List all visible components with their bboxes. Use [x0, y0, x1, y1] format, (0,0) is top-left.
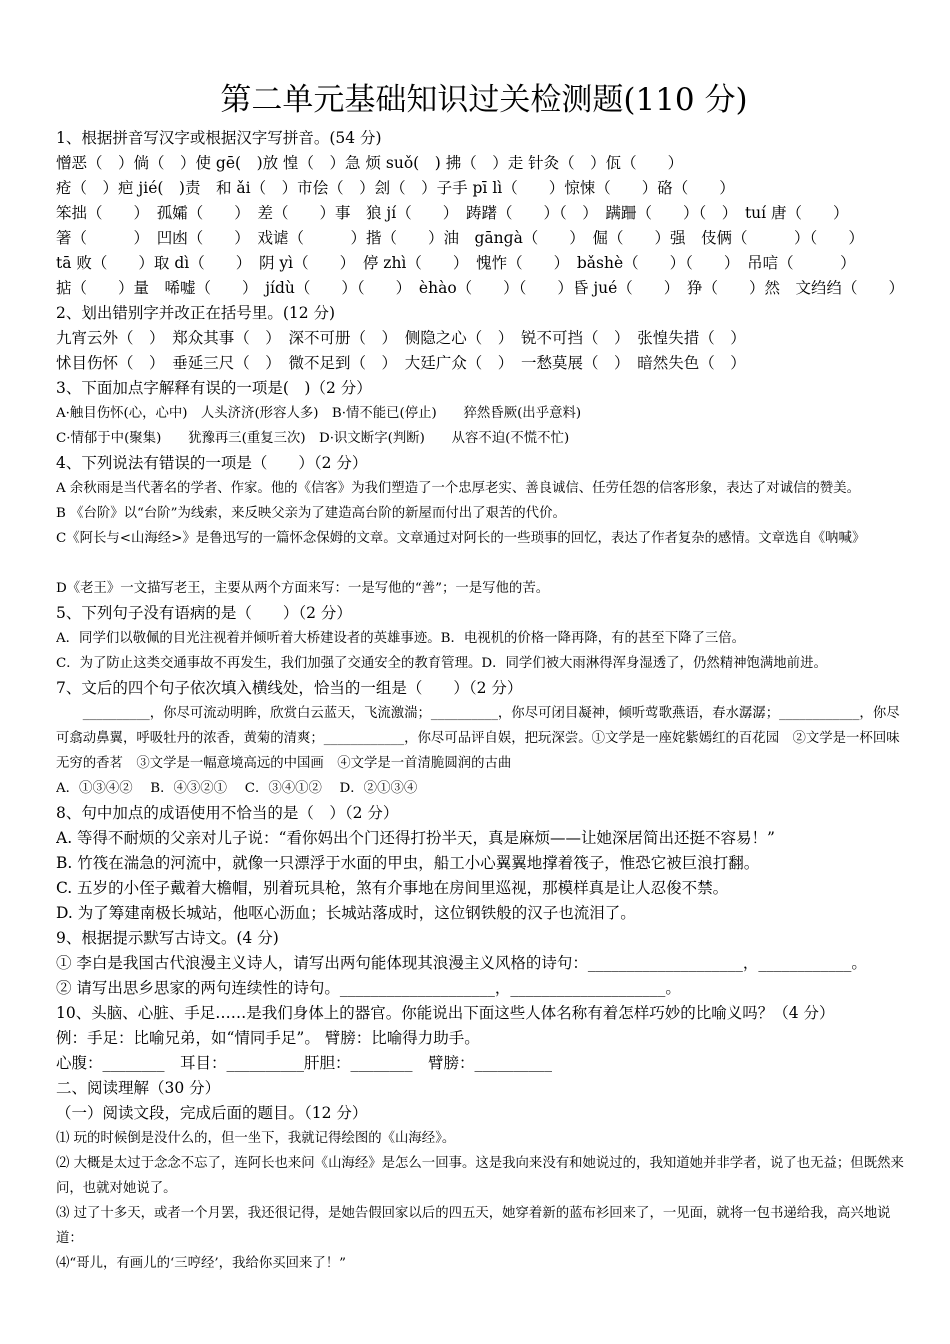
text-line: A. 等得不耐烦的父亲对儿子说：“看你妈出个门还得打扮半天，真是麻烦——让她深居简出还挺不容易！” — [56, 829, 775, 847]
text-line: 笨拙（ ） 孤孀（ ） 差（ ）事 狼 jí（ ） 踌躇（ ）（ ） 蹒跚（ ）（ ） tuí 唐（ ） — [56, 204, 849, 222]
text-line: （一）阅读文段，完成后面的题目。（12 分） — [56, 1104, 368, 1122]
text-line: 7、文后的四个句子依次填入横线处，恰当的一组是（ ）（2 分） — [56, 679, 523, 697]
text-line: ⑷“哥儿，有画儿的‘三哼经’，我给你买回来了！” — [56, 1256, 347, 1271]
text-line: 掂（ ）量 唏嘘（ ） jídù（ ）（ ） èhào（ ）（ ）昏 jué（ ） 狰（ ）然 文绉绉（ ） — [56, 279, 905, 297]
text-line: B. 竹筏在湍急的河流中，就像一只漂浮于水面的甲虫，船工小心翼翼地撑着筏子，惟恐它被巨浪打翻。 — [56, 854, 760, 872]
text-line: 4、下列说法有错误的一项是（ ）（2 分） — [56, 454, 368, 472]
text-line: D《老王》一文描写老王，主要从两个方面来写：一是写他的“善”；一是写他的苦。 — [56, 581, 550, 596]
worksheet-body — [56, 126, 912, 1276]
text-line: D. 为了筹建南极长城站，他呕心沥血；长城站落成时，这位钢铁般的汉子也流泪了。 — [56, 904, 636, 922]
blank-line — [56, 551, 912, 576]
page-title: 第二单元基础知识过关检测题(110 分) — [220, 82, 748, 118]
text-line: ① 李白是我国古代浪漫主义诗人，请写出两句能体现其浪漫主义风格的诗句：____________________，____________。 — [56, 954, 867, 972]
text-line: 九宵云外（ ） 郑众其事（ ） 深不可册（ ） 侧隐之心（ ） 锐不可挡（ ） 张惶失措（ ） — [56, 329, 746, 347]
text-line: A 余秋雨是当代著名的学者、作家。他的《信客》为我们塑造了一个忠厚老实、善良诚信、任劳任怨的信客形象，表达了对诚信的赞美。 — [56, 481, 860, 496]
text-line: 箸（ ） 凹凼（ ） 戏谑（ ）揩（ ）油 gānɡà（ ） 倔（ ）强 伎俩（ ）（ ） — [56, 229, 864, 247]
text-line: 5、下列句子没有语病的是（ ）（2 分） — [56, 604, 352, 622]
text-line: ⑶ 过了十多天，或者一个月罢，我还很记得，是她告假回家以后的四五天，她穿着新的蓝布衫回来了，一见面，就将一包书递给我，高兴地说道： — [56, 1206, 891, 1246]
text-line: 3、下面加点字解释有误的一项是( )（2 分） — [56, 379, 372, 397]
text-line: C·情郁于中(聚集) 犹豫再三(重复三次) D·识文断字(判断) 从容不迫(不慌不忙) — [56, 431, 570, 446]
text-line: ⑴ 玩的时候倒是没什么的，但一坐下，我就记得绘图的《山海经》。 — [56, 1131, 456, 1146]
text-line: A．同学们以敬佩的目光注视着并倾听着大桥建设者的英雄事迹。B．电视机的价格一降再降，有的甚至下降了三倍。 — [56, 631, 746, 646]
text-line: B 《台阶》以“台阶”为线索，来反映父亲为了建造高台阶的新屋而付出了艰苦的代价。 — [56, 506, 566, 521]
text-line: tā 败（ ）取 dì（ ） 阴 yì（ ） 停 zhì（ ） 愧怍（ ） bǎshè（ ）（ ） 吊唁（ ） — [56, 254, 856, 272]
text-line: 9、根据提示默写古诗文。(4 分) — [56, 929, 279, 947]
text-line: 8、句中加点的成语使用不恰当的是（ ）（2 分） — [56, 804, 399, 822]
text-line: 10、头脑、心脏、手足……是我们身体上的器官。你能说出下面这些人体名称有着怎样巧妙的比喻义吗？（4 分） — [56, 1004, 835, 1022]
text-line: 2、划出错别字并改正在括号里。(12 分) — [56, 304, 336, 322]
text-line: C. 五岁的小侄子戴着大檐帽，别着玩具枪，煞有介事地在房间里巡视，那模样真是让人忍俊不禁。 — [56, 879, 729, 897]
text-line: __________，你尽可流动明眸，欣赏白云蓝天，飞流激湍；__________，你尽可闭目凝神，倾听莺歌燕语，春水潺潺；____________，你尽可翕动鼻翼，呼吸牡丹的浓香，黄菊的清爽；____________，你尽可品评自娱，把玩深尝。①文学是一座姹紫嫣红的百花园 ②文学是一杯回味无穷的香茗 ③文学是一幅意境高远的中国画 ④文学是一首清脆圆润的古曲 — [56, 706, 900, 771]
text-line: 1、根据拼音写汉字或根据汉字写拼音。(54 分) — [56, 129, 382, 147]
text-line: ⑵ 大概是太过于念念不忘了，连阿长也来问《山海经》是怎么一回事。这是我向来没有和她说过的，我知道她并非学者，说了也无益；但既然来问，也就对她说了。 — [56, 1156, 904, 1196]
worksheet — [56, 78, 912, 1276]
text-line: A．①③④② B．④③②① C．③④①② D．②①③④ — [56, 781, 418, 796]
text-line: 疮（ ）疤 jié( )责 和 ǎi（ ）市侩（ ）刽（ ）子手 pī lì（ ）惊悚（ ）硌（ ） — [56, 179, 735, 197]
text-line: 怵目伤怀（ ） 垂延三尺（ ） 微不足到（ ） 大廷广众（ ） 一愁莫展（ ） 暗然失色（ ） — [56, 354, 746, 372]
text-line: A·触目伤怀(心，心中) 人头济济(形容人多) B·情不能已(停止) 猝然昏厥(出乎意料) — [56, 406, 582, 421]
text-line: C．为了防止这类交通事故不再发生，我们加强了交通安全的教育管理。D．同学们被大雨淋得浑身湿透了，仍然精神饱满地前进。 — [56, 656, 827, 671]
text-line: 例：手足：比喻兄弟，如“情同手足”。 臂膀：比喻得力助手。 — [56, 1029, 480, 1047]
text-line: 二、阅读理解（30 分） — [56, 1079, 221, 1097]
text-line: C《阿长与<山海经>》是鲁迅写的一篇怀念保姆的文章。文章通过对阿长的一些琐事的回忆，表达了作者复杂的感情。文章选自《呐喊》 — [56, 531, 866, 546]
text-line: 憎恶（ ）倘（ ）使 gē( )放 惶（ ）急 烦 suǒ( ) 拂（ ）走 针灸（ ）佤（ ） — [56, 154, 684, 172]
text-line: ② 请写出思乡思家的两句连续性的诗句。____________________，____________________。 — [56, 979, 681, 997]
text-line: 心腹：________ 耳目：__________肝胆：________ 臂膀：__________ — [56, 1054, 553, 1072]
